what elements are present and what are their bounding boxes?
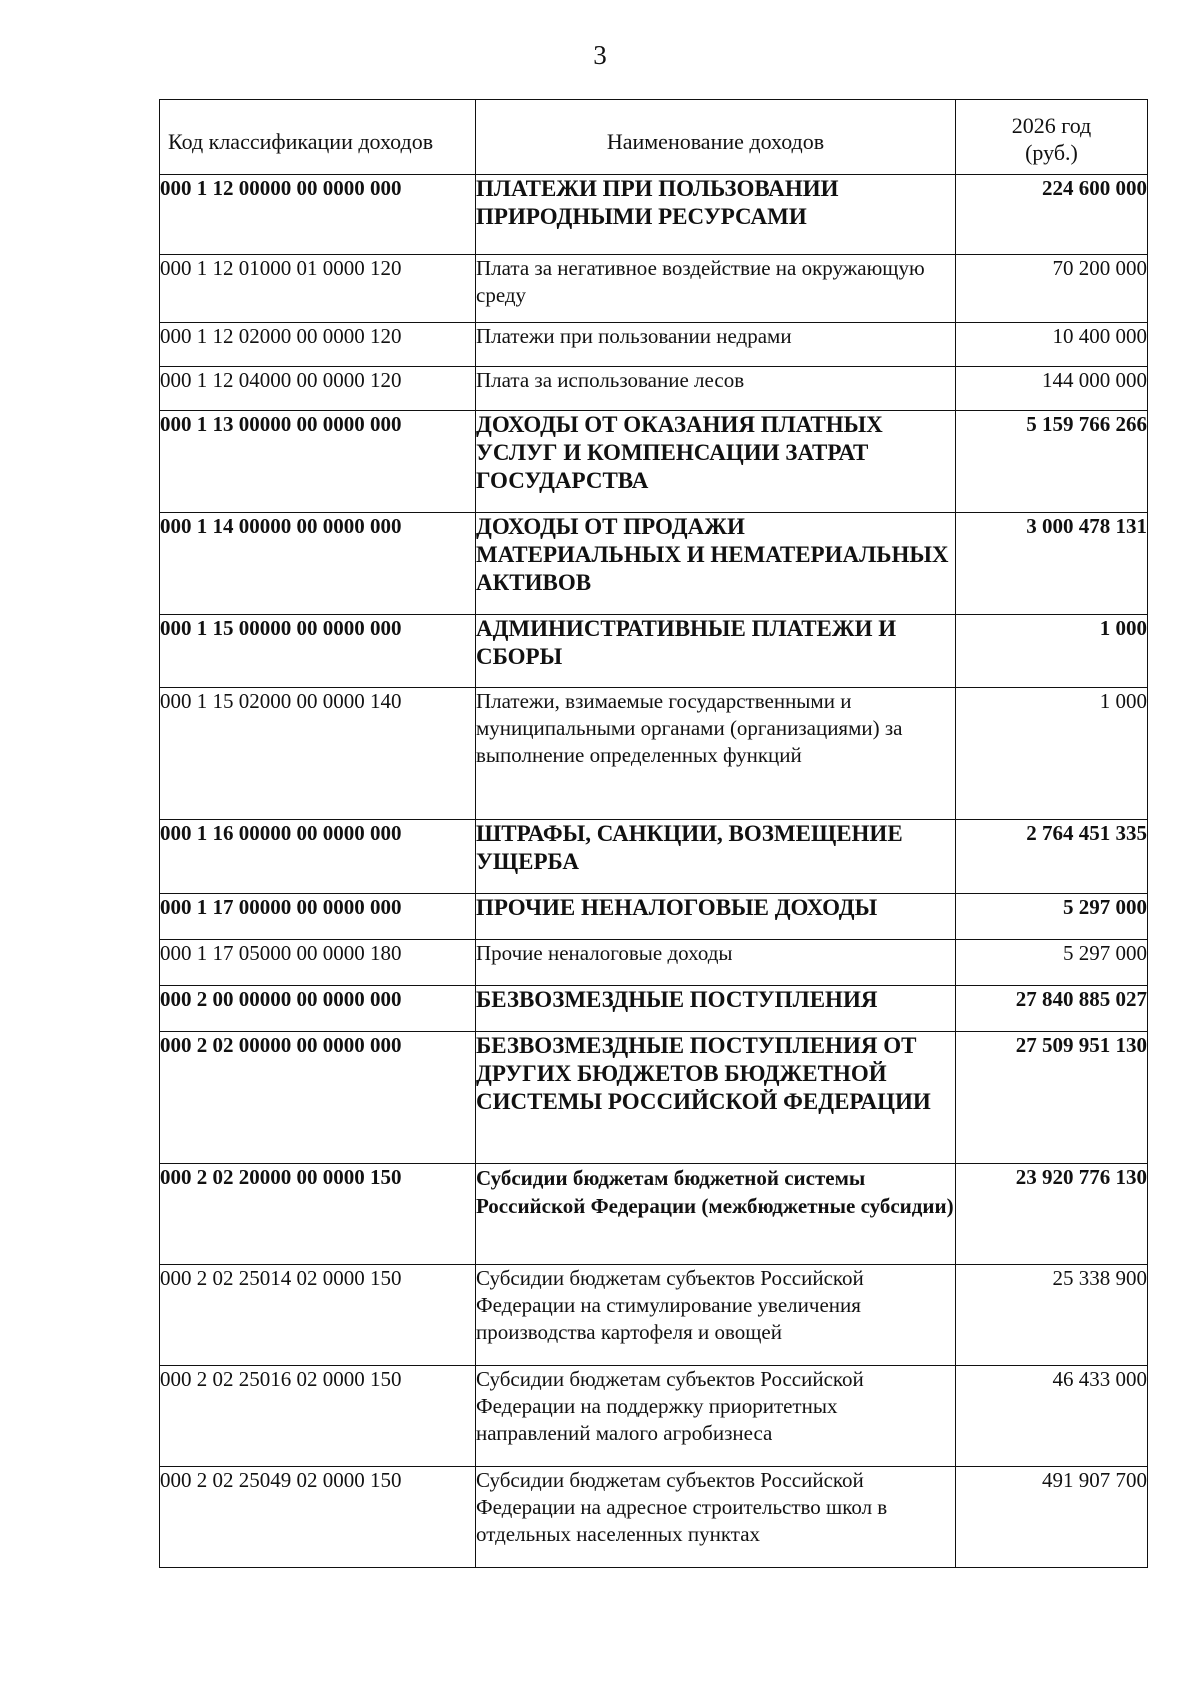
income-amount-cell: 224 600 000 [956,175,1148,255]
header-unit-label: (руб.) [1025,140,1078,165]
income-code-cell: 000 1 17 00000 00 0000 000 [160,894,476,940]
income-amount-cell: 10 400 000 [956,323,1148,367]
income-name-cell: Субсидии бюджетам субъектов Российской Федерации на адресное строительство школ в отдельных населенных пунктах [476,1467,956,1568]
income-name-cell: Платежи, взимаемые государственными и муниципальными органами (организациями) за выполнение определенных функций [476,688,956,820]
header-code [160,100,476,175]
income-amount-cell: 5 297 000 [956,894,1148,940]
header-name [476,100,956,175]
income-amount-cell: 5 297 000 [956,940,1148,986]
header-year-label: 2026 год [1011,113,1092,138]
income-code-cell: 000 2 02 25016 02 0000 150 [160,1366,476,1467]
income-code-cell: 000 1 15 00000 00 0000 000 [160,615,476,688]
income-amount-cell: 70 200 000 [956,255,1148,323]
income-name-cell: БЕЗВОЗМЕЗДНЫЕ ПОСТУПЛЕНИЯ [476,986,956,1032]
income-code-cell: 000 1 12 01000 01 0000 120 [160,255,476,323]
income-table [159,99,1148,1568]
table-row [160,940,1148,986]
income-amount-cell: 3 000 478 131 [956,513,1148,615]
income-code-cell: 000 1 12 04000 00 0000 120 [160,367,476,411]
income-amount-cell: 23 920 776 130 [956,1164,1148,1265]
income-amount-cell: 144 000 000 [956,367,1148,411]
income-code-cell: 000 2 02 25049 02 0000 150 [160,1467,476,1568]
income-name-cell: Субсидии бюджетам субъектов Российской Федерации на стимулирование увеличения производства картофеля и овощей [476,1265,956,1366]
income-name-cell: ДОХОДЫ ОТ ОКАЗАНИЯ ПЛАТНЫХ УСЛУГ И КОМПЕНСАЦИИ ЗАТРАТ ГОСУДАРСТВА [476,411,956,513]
income-amount-cell: 46 433 000 [956,1366,1148,1467]
income-code-cell: 000 2 02 20000 00 0000 150 [160,1164,476,1265]
income-name-cell: ПРОЧИЕ НЕНАЛОГОВЫЕ ДОХОДЫ [476,894,956,940]
income-amount-cell: 2 764 451 335 [956,820,1148,894]
income-code-cell: 000 2 02 00000 00 0000 000 [160,1032,476,1164]
table-row [160,367,1148,411]
income-code-cell: 000 1 12 00000 00 0000 000 [160,175,476,255]
income-code-cell: 000 1 16 00000 00 0000 000 [160,820,476,894]
income-code-cell: 000 1 12 02000 00 0000 120 [160,323,476,367]
income-amount-cell: 5 159 766 266 [956,411,1148,513]
income-code-cell: 000 2 00 00000 00 0000 000 [160,986,476,1032]
income-amount-cell: 491 907 700 [956,1467,1148,1568]
income-name-cell: АДМИНИСТРАТИВНЫЕ ПЛАТЕЖИ И СБОРЫ [476,615,956,688]
income-code-cell: 000 2 02 25014 02 0000 150 [160,1265,476,1366]
table-row [160,986,1148,1032]
table-row [160,513,1148,615]
income-code-cell: 000 1 13 00000 00 0000 000 [160,411,476,513]
table-row [160,255,1148,323]
header-code-label: Код классификации доходов [168,129,434,154]
page-number: 3 [593,40,607,70]
table-row [160,820,1148,894]
income-amount-cell: 27 509 951 130 [956,1032,1148,1164]
table-row [160,1467,1148,1568]
table-row [160,323,1148,367]
table-row [160,1265,1148,1366]
income-name-cell: Плата за использование лесов [476,367,956,411]
income-code-cell: 000 1 14 00000 00 0000 000 [160,513,476,615]
income-name-cell: Субсидии бюджетам бюджетной системы Российской Федерации (межбюджетные субсидии) [476,1164,956,1265]
income-name-cell: Платежи при пользовании недрами [476,323,956,367]
table-row [160,894,1148,940]
table-row [160,1032,1148,1164]
header-year [956,100,1148,175]
table-row [160,411,1148,513]
income-name-cell: Прочие неналоговые доходы [476,940,956,986]
income-name-cell: БЕЗВОЗМЕЗДНЫЕ ПОСТУПЛЕНИЯ ОТ ДРУГИХ БЮДЖЕТОВ БЮДЖЕТНОЙ СИСТЕМЫ РОССИЙСКОЙ ФЕДЕРАЦИИ [476,1032,956,1164]
income-amount-cell: 27 840 885 027 [956,986,1148,1032]
table-row [160,1366,1148,1467]
income-name-cell: ДОХОДЫ ОТ ПРОДАЖИ МАТЕРИАЛЬНЫХ И НЕМАТЕРИАЛЬНЫХ АКТИВОВ [476,513,956,615]
income-amount-cell: 1 000 [956,615,1148,688]
table-row [160,688,1148,820]
header-name-label: Наименование доходов [606,129,825,154]
income-name-cell: Плата за негативное воздействие на окружающую среду [476,255,956,323]
income-code-cell: 000 1 17 05000 00 0000 180 [160,940,476,986]
income-amount-cell: 25 338 900 [956,1265,1148,1366]
table-row [160,1164,1148,1265]
income-code-cell: 000 1 15 02000 00 0000 140 [160,688,476,820]
header-row [160,100,1148,175]
table-row [160,175,1148,255]
income-amount-cell: 1 000 [956,688,1148,820]
income-name-cell: ПЛАТЕЖИ ПРИ ПОЛЬЗОВАНИИ ПРИРОДНЫМИ РЕСУРСАМИ [476,175,956,255]
table-row [160,615,1148,688]
income-name-cell: ШТРАФЫ, САНКЦИИ, ВОЗМЕЩЕНИЕ УЩЕРБА [476,820,956,894]
income-name-cell: Субсидии бюджетам субъектов Российской Федерации на поддержку приоритетных направлений малого агробизнеса [476,1366,956,1467]
